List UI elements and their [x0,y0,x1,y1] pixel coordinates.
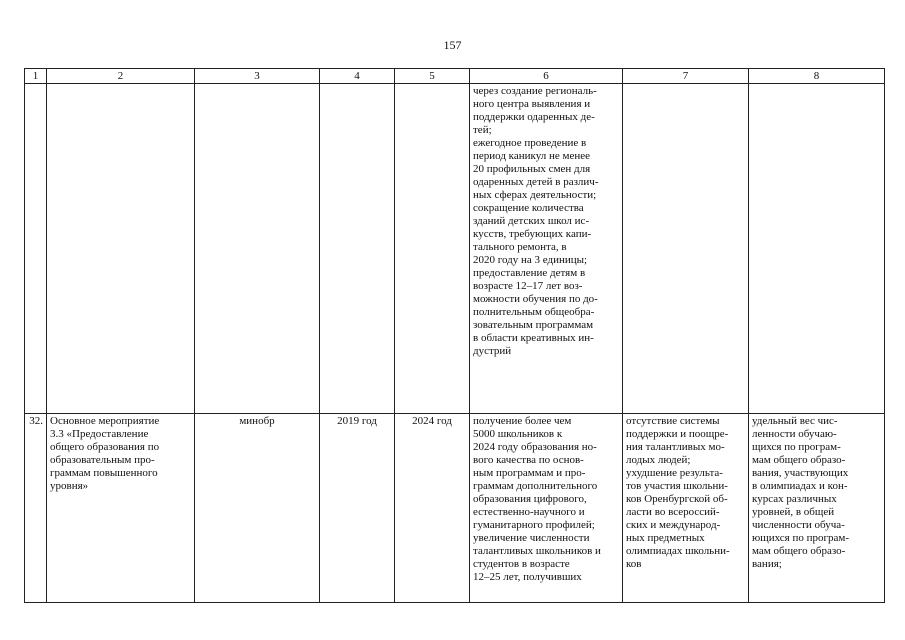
text-line: вания; [752,558,782,570]
text-line: общего образования по [50,441,160,453]
header-row [25,69,885,84]
expected-result-cell [470,414,623,603]
consequences-cell [623,414,749,603]
text-line: ежегодное проведение в [473,137,587,149]
text-line: предоставление детям в [473,267,586,279]
text-line: полнительным общеобра- [473,306,595,318]
executor-cell: минобр [195,414,320,603]
text-line: сокращение количества [473,202,584,214]
text-line: граммам повышенного [50,467,158,479]
text-line: поддержки одаренных де- [473,111,595,123]
header-cell: 2 [47,69,195,84]
text-line: ских и международ- [626,519,721,531]
empty-cell [749,84,885,414]
text-line: ных сферах деятельности; [473,189,597,201]
text-line: зовательным программам [473,319,594,331]
text-line: ласти во всероссий- [626,506,720,518]
text-line: возрасте 12–17 лет воз- [473,280,583,292]
text-line: граммам дополнительного [473,480,598,492]
text-line: Основное мероприятие [50,415,160,427]
text-line: ленности обучаю- [752,428,837,440]
text-line: вания, участвующих [752,467,849,479]
text-line: поддержки и поощре- [626,428,729,440]
text-line: ных предметных [626,532,705,544]
header-cell: 6 [470,69,623,84]
text-line: мам общего образо- [752,454,846,466]
header-cell: 7 [623,69,749,84]
text-line: образования цифрового, [473,493,587,505]
text-line: ного центра выявления и [473,98,591,110]
text-line: образовательным про- [50,454,155,466]
text-line: через создание региональ- [473,85,597,97]
empty-cell [320,84,395,414]
text-line: гуманитарного профилей; [473,519,595,531]
text-line: зданий детских школ ис- [473,215,590,227]
text-line: дустрий [473,345,512,357]
text-line: численности обуча- [752,519,845,531]
text-line: отсутствие системы [626,415,720,427]
table-row-continued [25,84,885,414]
text-line: ухудшение результа- [626,467,723,479]
empty-cell [623,84,749,414]
start-year-cell: 2019 год [320,414,395,603]
text-line: естественно-научного и [473,506,585,518]
header-cell: 4 [320,69,395,84]
text-line: 5000 школьников к [473,428,563,440]
text-line: олимпиадах школьни- [626,545,730,557]
text-line: одаренных детей в различ- [473,176,599,188]
text-line: 20 профильных смен для [473,163,591,175]
indicator-cell [749,414,885,603]
text-line: 12–25 лет, получивших [473,571,582,583]
text-line: увеличение численности [473,532,590,544]
end-year-cell: 2024 год [395,414,470,603]
empty-cell [47,84,195,414]
text-line: в области креативных ин- [473,332,594,344]
text-line: лодых людей; [626,454,691,466]
text-line: ния талантливых мо- [626,441,725,453]
text-line: ющихся по програм- [752,532,849,544]
text-line: вого качества по основ- [473,454,584,466]
activity-title-cell [47,414,195,603]
text-line: ным программам и про- [473,467,586,479]
empty-cell [25,84,47,414]
header-cell: 1 [25,69,47,84]
header-cell: 3 [195,69,320,84]
text-line: получение более чем [473,415,572,427]
text-line: тей; [473,124,492,136]
header-cell: 5 [395,69,470,84]
empty-cell [395,84,470,414]
text-line: удельный вес чис- [752,415,838,427]
empty-cell [195,84,320,414]
text-line: тального ремонта, в [473,241,567,253]
text-line: 2024 году образования но- [473,441,597,453]
text-line: можности обучения по до- [473,293,598,305]
page-number: 157 [443,38,462,52]
text-line: тов участия школьни- [626,480,728,492]
text-line: 3.3 «Предоставление [50,428,149,440]
document-table [24,68,885,603]
text-line: курсах различных [752,493,837,505]
text-line: кусств, требующих капи- [473,228,592,240]
text-line: ков [626,558,642,570]
text-line: уровня» [50,480,89,492]
text-line: щихся по програм- [752,441,841,453]
text-line: студентов в возрасте [473,558,570,570]
text-line: в олимпиадах и кон- [752,480,848,492]
text-line: период каникул не менее [473,150,590,162]
text-line: уровней, в общей [752,506,835,518]
continued-result-cell [470,84,623,414]
text-line: мам общего образо- [752,545,846,557]
text-line: ков Оренбургской об- [626,493,728,505]
header-cell: 8 [749,69,885,84]
text-line: 2020 году на 3 единицы; [473,254,588,266]
text-line: талантливых школьников и [473,545,601,557]
row-number-cell: 32. [25,414,47,603]
table-row-32 [25,414,885,603]
